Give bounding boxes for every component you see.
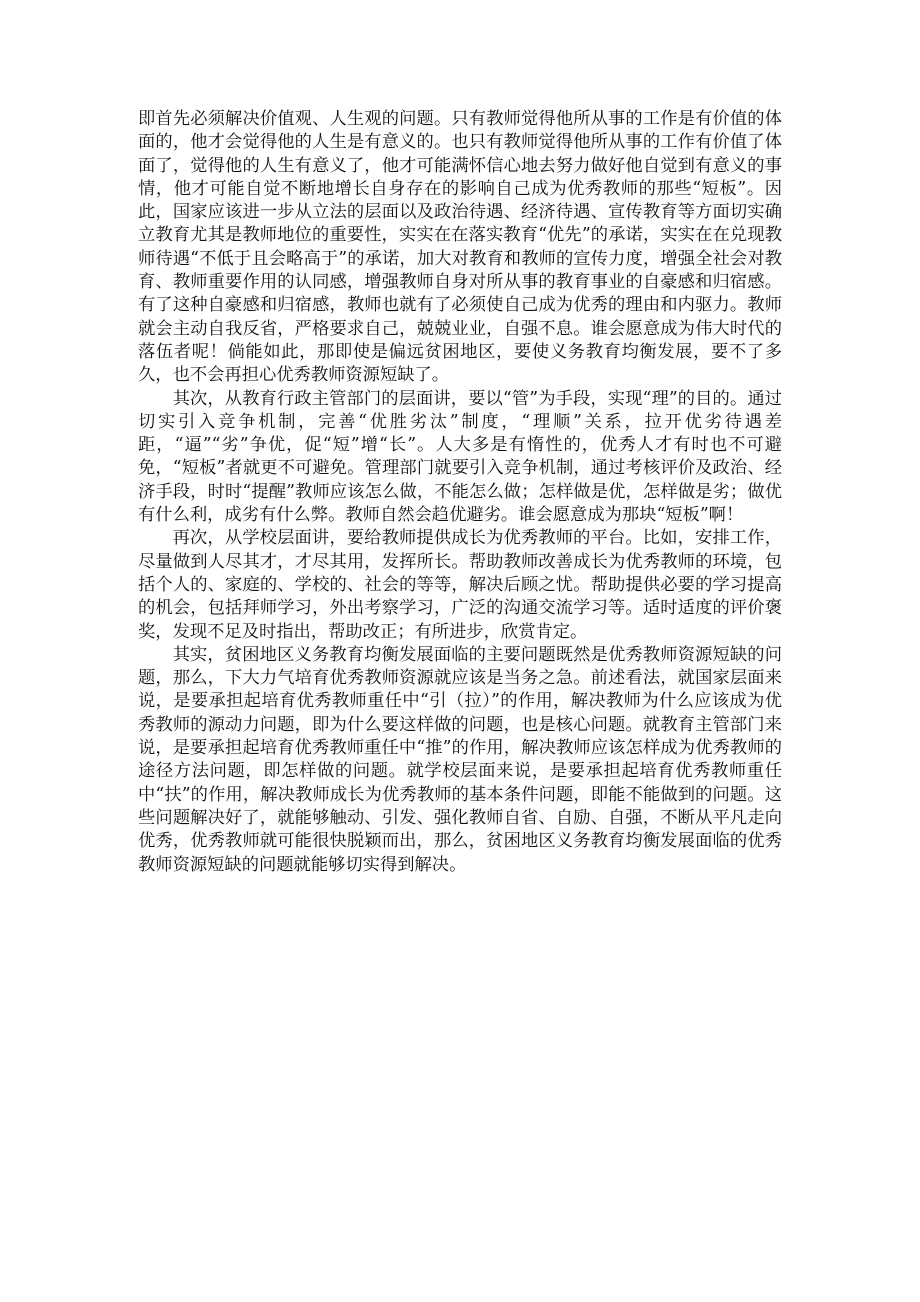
paragraph-1: 即首先必须解决价值观、人生观的问题。只有教师觉得他所从事的工作是有价值的体面的，他才会觉得他的人生是有意义的。也只有教师觉得他所从事的工作有价值了体面了，觉得他的人生有意义了，他才可能满怀信心地去努力做好他自觉到有意义的事情，他才可能自觉不断地增长自身存在的影响自己成为优秀教师的那些“短板”。因此，国家应该进一步从立法的层面以及政治待遇、经济待遇、宣传教育等方面切实确立教育尤其是教师地位的重要性，实实在在落实教育“优先”的承诺，实实在在兑现教师待遇“不低于且会略高于”的承诺，加大对教育和教师的宣传力度，增强全社会对教育、教师重要作用的认同感，增强教师自身对所从事的教育事业的自豪感和归宿感。有了这种自豪感和归宿感，教师也就有了必须使自己成为优秀的理由和内驱力。教师就会主动自我反省，严格要求自己，兢兢业业，自强不息。谁会愿意成为伟大时代的落伍者呢！倘能如此，那即使是偏远贫困地区，要使义务教育均衡发展，要不了多久，也不会再担心优秀教师资源短缺了。 <box>138 109 782 386</box>
paragraph-4: 其实，贫困地区义务教育均衡发展面临的主要问题既然是优秀教师资源短缺的问题，那么，下大力气培育优秀教师资源就应该是当务之急。前述看法，就国家层面来说，是要承担起培育优秀教师重任中“引（拉）”的作用，解决教师为什么应该成为优秀教师的源动力问题，即为什么要这样做的问题，也是核心问题。就教育主管部门来说，是要承担起培育优秀教师重任中“推”的作用，解决教师应该怎样成为优秀教师的途径方法问题，即怎样做的问题。就学校层面来说，是要承担起培育优秀教师重任中“扶”的作用，解决教师成长为优秀教师的基本条件问题，即能不能做到的问题。这些问题解决好了，就能够触动、引发、强化教师自省、自励、自强，不断从平凡走向优秀，优秀教师就可能很快脱颖而出，那么，贫困地区义务教育均衡发展面临的优秀教师资源短缺的问题就能够切实得到解决。 <box>138 644 782 875</box>
paragraph-3: 再次，从学校层面讲，要给教师提供成长为优秀教师的平台。比如，安排工作，尽量做到人尽其才，才尽其用，发挥所长。帮助教师改善成长为优秀教师的环境，包括个人的、家庭的、学校的、社会的等等，解决后顾之忧。帮助提供必要的学习提高的机会，包括拜师学习，外出考察学习，广泛的沟通交流学习等。适时适度的评价褒奖，发现不足及时指出，帮助改正；有所进步，欣赏肯定。 <box>138 528 782 642</box>
paragraph-2: 其次，从教育行政主管部门的层面讲，要以“管”为手段，实现“理”的目的。通过切实引入竞争机制，完善“优胜劣汰”制度，“理顺”关系，拉开优劣待遇差距，“逼”“劣”争优，促“短”增“长”。人大多是有惰性的，优秀人才有时也不可避免，“短板”者就更不可避免。管理部门就要引入竞争机制，通过考核评价及政治、经济手段，时时“提醒”教师应该怎么做，不能怎么做；怎样做是优，怎样做是劣；做优有什么利，成劣有什么弊。教师自然会趋优避劣。谁会愿意成为那块“短板”啊！ <box>138 388 782 526</box>
document-body <box>138 108 782 877</box>
